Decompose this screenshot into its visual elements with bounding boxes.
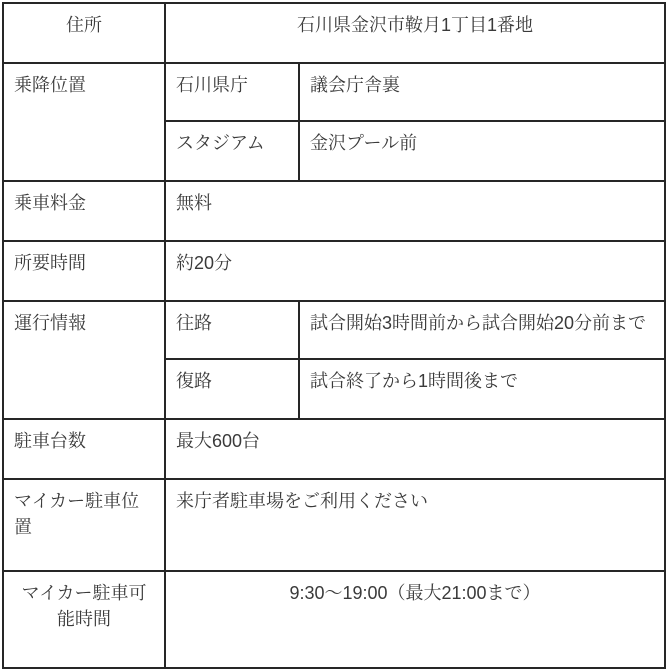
boarding-place-1: 石川県庁 <box>165 63 299 121</box>
row-label-address: 住所 <box>3 3 165 63</box>
address-value: 石川県金沢市鞍月1丁目1番地 <box>165 3 665 63</box>
operation-detail-outbound: 試合開始3時間前から試合開始20分前まで <box>299 301 665 359</box>
table-row-travel-time <box>3 241 665 301</box>
boarding-detail-2: 金沢プール前 <box>299 121 665 181</box>
table-row-fare <box>3 181 665 241</box>
row-label-boarding-position: 乗降位置 <box>3 63 165 181</box>
table-row-operation-1 <box>3 301 665 359</box>
row-label-travel-time: 所要時間 <box>3 241 165 301</box>
table-row-address <box>3 3 665 63</box>
table-row-boarding-1 <box>3 63 665 121</box>
operation-direction-outbound: 往路 <box>165 301 299 359</box>
table-row-parking-capacity <box>3 419 665 479</box>
row-label-fare: 乗車料金 <box>3 181 165 241</box>
row-label-parking-capacity: 駐車台数 <box>3 419 165 479</box>
row-label-car-parking-hours: マイカー駐車可能時間 <box>3 571 165 668</box>
row-label-car-parking-location: マイカー駐車位置 <box>3 479 165 571</box>
table-row-car-parking-hours <box>3 571 665 668</box>
row-label-operation-info: 運行情報 <box>3 301 165 419</box>
boarding-detail-1: 議会庁舎裏 <box>299 63 665 121</box>
fare-value: 無料 <box>165 181 665 241</box>
parking-capacity-value: 最大600台 <box>165 419 665 479</box>
operation-direction-return: 復路 <box>165 359 299 419</box>
car-parking-hours-value: 9:30〜19:00（最大21:00まで） <box>165 571 665 668</box>
operation-detail-return: 試合終了から1時間後まで <box>299 359 665 419</box>
travel-time-value: 約20分 <box>165 241 665 301</box>
boarding-place-2: スタジアム <box>165 121 299 181</box>
car-parking-location-value: 来庁者駐車場をご利用ください <box>165 479 665 571</box>
shuttle-parking-info-table <box>2 2 666 669</box>
table-row-car-parking-location <box>3 479 665 571</box>
